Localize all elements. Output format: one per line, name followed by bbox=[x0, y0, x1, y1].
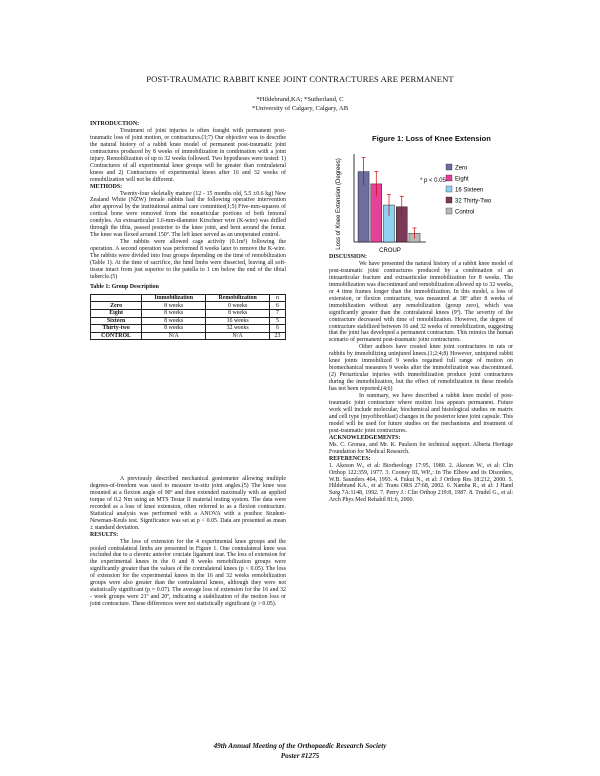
table-cell: N/A bbox=[206, 332, 270, 340]
footer-poster: Poster #1275 bbox=[280, 752, 320, 760]
legend-swatch bbox=[446, 208, 452, 214]
table-cell: 8 weeks bbox=[142, 317, 206, 325]
table-cell: 6 bbox=[269, 302, 285, 310]
x-axis-label: CROUP bbox=[379, 248, 401, 254]
legend-swatch bbox=[446, 186, 452, 192]
bar-chart bbox=[328, 134, 518, 254]
legend-label: 32 Thirty-Two bbox=[455, 198, 492, 205]
ack-heading: ACKNOWLEDGEMENTS: bbox=[329, 434, 401, 441]
table-cell: 8 weeks bbox=[206, 310, 270, 318]
table-cell: 6 bbox=[269, 325, 285, 333]
results-heading: RESULTS: bbox=[90, 531, 119, 538]
table-cell: CONTROL bbox=[91, 332, 142, 340]
author-block bbox=[0, 95, 600, 113]
discussion-p3: In summary, we have described a rabbit knee model of post-traumatic joint contracture where motion loss appears permanent. Future work will include molecular, biochemical and histological studies on matrix and cell type (myofibroblast) changes in the posterior knee joint capsule. This model will be used for future studies on the mechanisms and treatment of post-traumatic joint contractures. bbox=[329, 393, 513, 434]
table-cell: 8 weeks bbox=[142, 325, 206, 333]
table-header-row bbox=[91, 294, 286, 302]
table-header-cell: Immobilization bbox=[142, 294, 206, 302]
table-cell: 32 weeks bbox=[206, 325, 270, 333]
table-row bbox=[91, 325, 286, 333]
table-cell: 8 weeks bbox=[142, 302, 206, 310]
authors: *Hildebrand,KA; *Sutherland, C bbox=[256, 96, 344, 103]
table-cell: 23 bbox=[269, 332, 285, 340]
significance-annotation: * p < 0.05 bbox=[420, 178, 446, 184]
footer bbox=[0, 741, 600, 761]
table-cell: Thirty-two bbox=[91, 325, 142, 333]
table-row bbox=[91, 302, 286, 310]
refs-heading: REFERENCES: bbox=[329, 455, 371, 462]
legend-label: Control bbox=[455, 209, 475, 216]
left-column-lower bbox=[90, 476, 286, 608]
table-cell: 7 bbox=[269, 310, 285, 318]
table-cell: 5 bbox=[269, 317, 285, 325]
table-row bbox=[91, 332, 286, 340]
affiliation: *University of Calgary, Calgary, AB bbox=[251, 105, 349, 112]
table-cell: 0 weeks bbox=[206, 302, 270, 310]
figure-1 bbox=[328, 134, 518, 254]
paper-title: POST-TRAUMATIC RABBIT KNEE JOINT CONTRACTURES ARE PERMANENT bbox=[146, 74, 454, 84]
right-column bbox=[329, 254, 513, 504]
discussion-p1: We have presented the natural history of a rabbit knee model of post-traumatic joint contractures produced by a combination of an intraarticular fracture and extraarticular immobilization for 8 weeks. The immobilization was discontinued and remobilization allowed up to 32 weeks, or 4 time frames longer than the immobilization. In this model, a loss of extension, or flexion contracture, was measured at 38º after 8 weeks of immobilization without any remobilization (group zero), which was significantly greater than the contralateral knees (9º). The severity of the contracture decreased with time of remobilization. However, the degree of contracture stabilized between 16 and 32 weeks of remobilization, suggesting that the joint has developed a permanent contracture. This mimics the human scenario of permanent post-traumatic joint contractures. bbox=[329, 260, 513, 344]
methods-p1: Twenty-four skeletally mature (12 - 15 months old, 5.5 ±0.6 kg) New Zealand White (NZW) female rabbits had the following operative intervention after approval by the institutional animal care committee(1;5) Five-mm-squares of cortical bone were removed from the nonarticular portions of both femoral condyles. An extraarticular 1.6-mm-diameter Kirschner wire (K-wire) was drilled through the tibia, passed posterior to the knee joint, and bent around the femur. The knee was flexed around 150º. The left knee served as an unoperated control. bbox=[90, 190, 286, 239]
table-row bbox=[91, 317, 286, 325]
legend-label: Zero bbox=[455, 165, 468, 172]
table-cell: N/A bbox=[142, 332, 206, 340]
table-cell: 16 weeks bbox=[206, 317, 270, 325]
y-axis-label: Loss of Knee Extension (Degrees) bbox=[336, 158, 342, 250]
ack-text: Ms. C. Gronau, and Mr. K. Paulson for technical support. Alberta Heritage Foundation for Medical Research. bbox=[329, 441, 513, 455]
table-row bbox=[91, 310, 286, 318]
intro-text: Treatment of joint injuries is often fraught with permanent post-traumatic loss of joint motion, or contractures.(3;7) Our objective was to describe the natural history of a rabbit knee model of permanent post-traumatic joint contractures produced by 8 weeks of immobilization in combination with a joint injury. Remobilization of up to 32 weeks followed. Two hypotheses were tested: 1) Contractures of all experimental knee groups will be greater than contralateral knees and 2) Contractures of experimental knees after 16 and 32 weeks of remobilization will not be different. bbox=[90, 127, 286, 183]
table-cell: 8 weeks bbox=[142, 310, 206, 318]
legend-label: Eight bbox=[455, 176, 469, 183]
legend-swatch bbox=[446, 175, 452, 181]
methods-cont: A previously described mechanical goniometer allowing multiple degrees-of-freedom was used to measure in-situ joint angles.(5) The knee was mounted at a flexion angle of 90º and then extended maximally with an applied torque of 0.2 Nm using an MTS Testar II material testing system. The data were recorded as a loss of knee extension, often referred to as a flexion contracture. Statistical analysis was performed with a ANOVA with a posthoc Student-Newman-Keuls test. Significance was set at p < 0.05. Data are presented as mean ± standard deviation. bbox=[90, 476, 286, 531]
table-cell: Zero bbox=[91, 302, 142, 310]
left-column bbox=[90, 121, 286, 340]
intro-heading: INTRODUCTION: bbox=[90, 121, 140, 127]
footer-meeting: 49th Annual Meeting of the Orthopaedic Research Society bbox=[213, 742, 387, 750]
group-table bbox=[90, 294, 286, 341]
legend-swatch bbox=[446, 197, 452, 203]
chart-title: Figure 1: Loss of Knee Extension bbox=[372, 134, 491, 143]
methods-p2: The rabbits were allowed cage activity (0.1m³) following the operation. A second operation was performed 8 weeks later to remove the K-wire. The rabbits were divided into four groups depending on the time of remobilization (Table 1). At the time of sacrifice, the hind limbs were dissected, leaving all soft-tissue intact from just superior to the patella to 1 cm below the end of the tibial tubercle.(5) bbox=[90, 239, 286, 280]
table-header-cell: Remobilization bbox=[206, 294, 270, 302]
legend-label: 16 Sixteen bbox=[455, 187, 484, 194]
legend-swatch bbox=[446, 164, 452, 170]
table-cell: Sixteen bbox=[91, 317, 142, 325]
table-cell: Eight bbox=[91, 310, 142, 318]
discussion-heading: DISCUSSION: bbox=[329, 254, 367, 260]
results-text: The loss of extension for the 4 experimental knee groups and the pooled contralateral limbs are presented in Figure 1. One contralateral knee was excluded due to a chronic anterior cruciate ligament tear. The loss of extension for the experimental knees in the 0 and 8 weeks remobilization groups were significantly greater than the values of the contralateral knees (p < 0.05). The loss of extension for the experimental knees in the 16 and 32 weeks remobilization groups were also greater than the contralateral knees, although they were not statistically significant (p = 0.07). The average loss of extension for the 16 and 32 - week groups were 21º and 20º, indicating a stabilization of the motion loss or joint contracture. These differences were not statistically significant (p > 0.05). bbox=[90, 538, 286, 608]
discussion-p2: Other authors have created knee joint contractures in rats or rabbits by immobilizing uninjured knees.(1;2;4;8) However, uninjured rabbit knee joints immobilized 9 weeks regained full range of motion on biomechanical measures 9 weeks after the immobilization was discontinued.(2) Periarticular injuries with immobilization produce joint contractures during the immobilization, but the effect of remobilization in these models has not been reported.(4;6) bbox=[329, 344, 513, 393]
table-header-cell bbox=[91, 294, 142, 302]
refs-text: 1. Akeson W., et al: Biorheology 17:95, 1980. 2. Akeson W., et al: Clin Orthop 122:359, 1977. 3. Cooney III, WP.,: In The Elbow and its Disorders, W.B. Saunders 464, 1993. 4. Fukui N., et al: J Orthop Res 18:212, 2000. 5. Hildebrand KA., et al: Trans ORS 27:68, 2002. 6. Namba R., et al: J Hand Surg 7A:1148, 1992. 7. Perry J.: Clin Orthop 219:8, 1987. 8. Trudel G., et al: Arch Phys Med Rehabil 81:6, 2000. bbox=[329, 462, 513, 504]
methods-heading: METHODS: bbox=[90, 183, 123, 190]
table-header-cell: n bbox=[269, 294, 285, 302]
table-caption: Table 1: Group Description bbox=[90, 283, 159, 290]
